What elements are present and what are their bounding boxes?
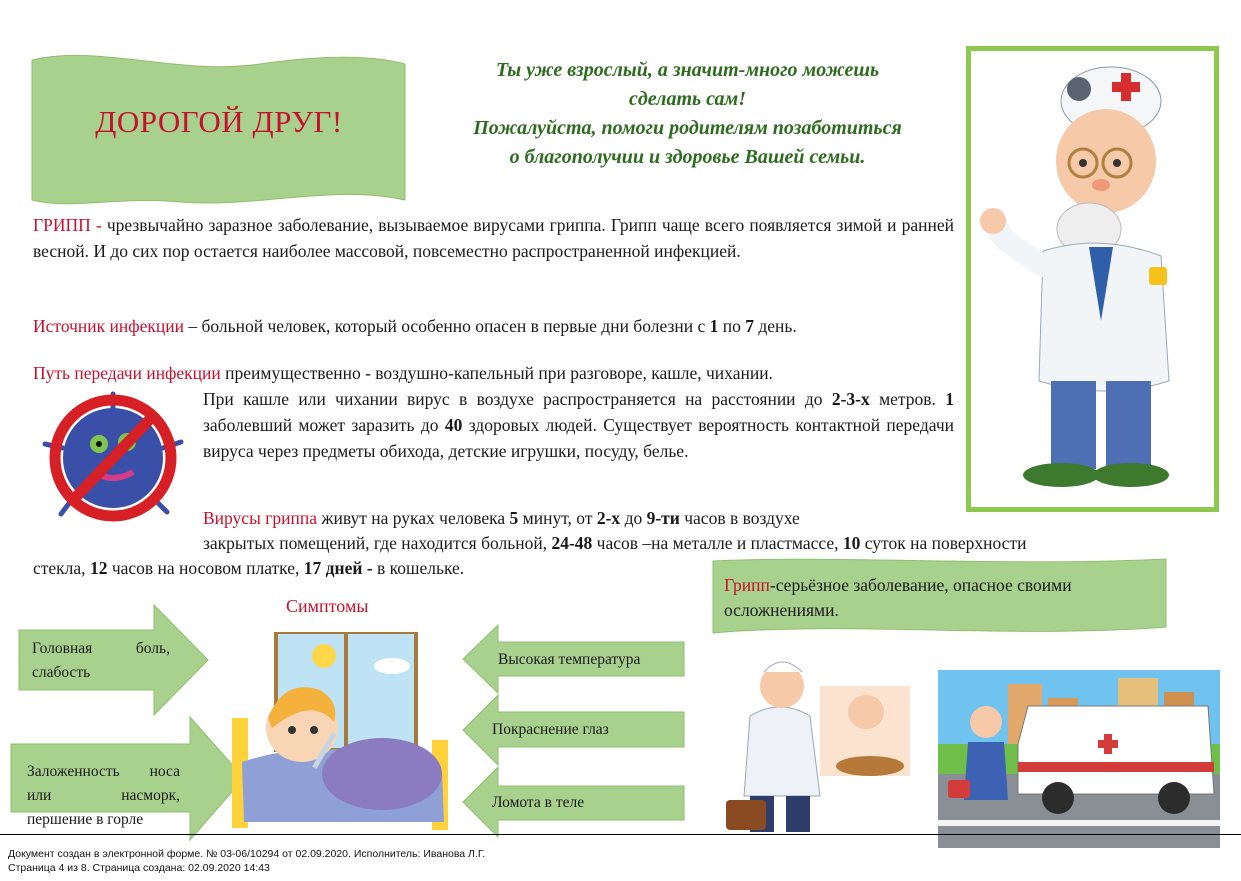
survival-number: 5 [509,508,519,528]
source-text: день. [753,316,797,336]
source-text: по [718,316,746,336]
symptom-headache: Головная боль, слабость [32,640,170,681]
intro-text [410,56,965,172]
transmission-number: 1 [945,389,955,409]
transmission-term: Путь передачи инфекции [33,363,221,383]
virus-survival-line-1 [203,505,954,531]
symptom-red-eyes: Покраснение глаз [492,721,609,738]
symptom-body-aches: Ломота в теле [492,794,585,811]
survival-text: живут на руках человека [317,508,510,528]
survival-text: часов –на металле и пластмассе, [592,533,843,553]
virus-prohibited-icon [33,388,193,528]
survival-text: до [620,508,647,528]
source-number: 1 [709,316,719,336]
symptoms-title: Симптомы [286,596,369,616]
warning-term: Грипп [724,575,770,595]
survival-term: Вирусы гриппа [203,508,317,528]
transmission-text: преимущественно - воздушно-капельный при разговоре, кашле, чихании. [220,363,773,383]
virus-survival-line-2 [203,530,1213,556]
transmission-text: заболевший может заразить до [203,415,445,435]
transmission-line-1 [33,360,954,386]
survival-number: 10 [842,533,861,553]
flu-definition [33,212,954,264]
survival-text: стекла, [33,558,90,578]
doctor-visit-illustration [720,646,920,846]
survival-number: 2-х [596,508,621,528]
footer [8,847,485,875]
transmission-number: 40 [444,415,463,435]
source-term: Источник инфекции [33,316,184,336]
intro-line-2: сделать сам! [629,88,746,110]
footer-divider [0,834,1241,835]
warning-text [724,573,1144,623]
survival-text: часов на носовом платке, [107,558,304,578]
banner-title: ДОРОГОЙ ДРУГ! [95,104,343,139]
doctor-illustration [971,51,1214,507]
transmission-body [203,386,954,464]
survival-text: в кошельке. [372,558,465,578]
survival-text: закрытых помещений, где находится больной, [203,533,552,553]
footer-page-info: Страница 4 из 8. Страница создана: 02.09.2020 14:43 [8,862,270,874]
survival-text: часов в воздухе [679,508,800,528]
transmission-text: метров. [869,389,946,409]
symptom-fever: Высокая температура [498,651,641,668]
footer-document-info: Документ создан в электронной форме. № 03-06/10294 от 02.09.2020. Исполнитель: Иванова Л.Г. [8,848,486,860]
sick-child-illustration [232,632,460,840]
survival-number: 12 [89,558,108,578]
intro-line-1: Ты уже взрослый, а значит-много можешь [495,59,880,81]
doctor-frame [966,46,1219,512]
ambulance-illustration [938,670,1220,848]
symptom-nose: Заложенность носа или насморк, першение в горле [27,763,180,828]
survival-number: 24-48 [551,533,593,553]
transmission-text: здоровых людей. Существует вероятность контактной передачи вируса через предметы обихода, детские игрушки, посуду, белье. [203,415,954,461]
transmission-text: При кашле или чихании вирус в воздухе распространяется на расстоянии до [203,389,832,409]
source-text: – больной человек, который особенно опасен в первые дни болезни с [183,316,710,336]
flu-text: чрезвычайно заразное заболевание, вызываемое вирусами гриппа. Грипп чаще всего появляется зимой и ранней весной. И до сих пор остается наиболее массовой, повсеместно распространенной инфекцией. [33,215,954,261]
intro-line-4: о благополучии и здоровье Вашей семьи. [509,146,866,168]
survival-text: минут, от [518,508,597,528]
survival-number: 17 дней - [303,558,373,578]
transmission-number: 2-3-х [831,389,870,409]
intro-line-3: Пожалуйста, помоги родителям позаботиться [473,117,902,139]
survival-text: суток на поверхности [860,533,1027,553]
flu-term: ГРИПП - [33,215,102,235]
infection-source [33,313,954,339]
survival-number: 9-ти [646,508,680,528]
warning-body: -серьёзное заболевание, опасное своими осложнениями. [724,575,1072,620]
source-number: 7 [745,316,754,336]
